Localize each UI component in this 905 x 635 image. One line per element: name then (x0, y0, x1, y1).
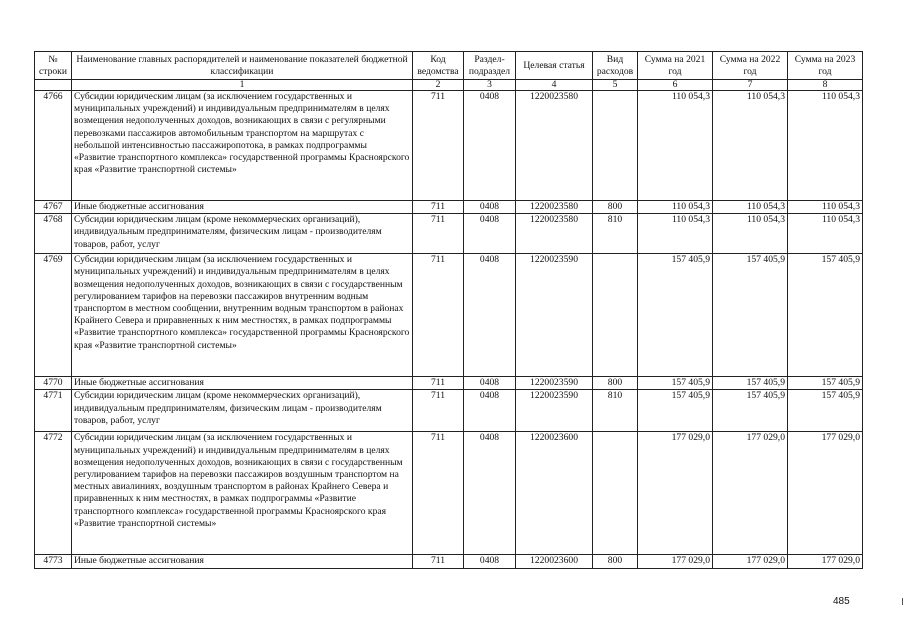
row-target: 1220023580 (516, 91, 593, 201)
header-name: Наименование главных распорядителей и наименование показателей бюджетной классификации (72, 52, 413, 80)
page-number: 485 (833, 596, 850, 607)
row-number: 4769 (35, 254, 72, 377)
row-target: 1220023600 (516, 432, 593, 555)
table-row (35, 214, 863, 254)
row-section: 0408 (464, 377, 516, 390)
row-sum-2022: 110 054,3 (713, 91, 788, 201)
row-expense-type: 800 (593, 555, 638, 568)
table-row (35, 201, 863, 214)
table-row (35, 377, 863, 390)
row-target: 1220023590 (516, 377, 593, 390)
column-number: 2 (413, 80, 464, 91)
row-sum-2022: 157 405,9 (713, 390, 788, 432)
row-number: 4766 (35, 91, 72, 201)
table-row (35, 555, 863, 568)
row-expense-type: 800 (593, 377, 638, 390)
row-sum-2023: 110 054,3 (788, 214, 863, 254)
row-dept-code: 711 (413, 390, 464, 432)
header-sum-2022: Сумма на 2022 год (713, 52, 788, 80)
column-number: 7 (713, 80, 788, 91)
column-numbers-row (35, 80, 863, 91)
row-sum-2021: 110 054,3 (638, 201, 713, 214)
row-name: Субсидии юридическим лицам (за исключением государственных и муниципальных учреждений) и индивидуальным предпринимателям в целях возмещения недополученных доходов, возникающих в связи с регулярными перевозками пассажиров автомобильным транспортом на маршрутах с небольшой интенсивностью пассажиропотока, в рамках подпрограммы «Развитие транспортного комплекса» государственной программы Красноярского края «Развитие транспортной системы» (72, 91, 413, 201)
header-sum-2023: Сумма на 2023 год (788, 52, 863, 80)
column-number (35, 80, 72, 91)
row-sum-2023: 177 029,0 (788, 432, 863, 555)
row-section: 0408 (464, 432, 516, 555)
row-name: Иные бюджетные ассигнования (72, 377, 413, 390)
header-dept-code: Код ведомства (413, 52, 464, 80)
row-number: 4770 (35, 377, 72, 390)
scan-edge-mark (902, 598, 903, 605)
table-row (35, 254, 863, 377)
table-row (35, 390, 863, 432)
header-expense-type: Вид расходов (593, 52, 638, 80)
row-sum-2023: 177 029,0 (788, 555, 863, 568)
row-number: 4767 (35, 201, 72, 214)
row-number: 4772 (35, 432, 72, 555)
row-section: 0408 (464, 555, 516, 568)
row-name: Субсидии юридическим лицам (кроме некоммерческих организаций), индивидуальным предпринимателям, физическим лицам - производителям товаров, работ, услуг (72, 214, 413, 254)
row-expense-type: 810 (593, 390, 638, 432)
row-expense-type: 810 (593, 214, 638, 254)
row-expense-type (593, 91, 638, 201)
row-sum-2022: 177 029,0 (713, 555, 788, 568)
header-sum-2021: Сумма на 2021 год (638, 52, 713, 80)
row-sum-2023: 157 405,9 (788, 390, 863, 432)
row-dept-code: 711 (413, 432, 464, 555)
row-expense-type (593, 432, 638, 555)
row-target: 1220023600 (516, 555, 593, 568)
row-target: 1220023580 (516, 201, 593, 214)
column-number: 1 (72, 80, 413, 91)
row-dept-code: 711 (413, 201, 464, 214)
row-sum-2023: 157 405,9 (788, 377, 863, 390)
row-sum-2021: 157 405,9 (638, 377, 713, 390)
row-name: Субсидии юридическим лицам (за исключением государственных и муниципальных учреждений) и индивидуальным предпринимателям в целях возмещения недополученных доходов, возникающих в связи с государственным регулированием тарифов на перевозки пассажиров воздушным транспортом на местных авиалиниях, воздушным транспортом в районах Крайнего Севера и приравненных к ним местностях, в рамках подпрограммы «Развитие транспортного комплекса» государственной программы Красноярского края «Развитие транспортной системы» (72, 432, 413, 555)
row-number: 4773 (35, 555, 72, 568)
column-number: 6 (638, 80, 713, 91)
row-sum-2022: 157 405,9 (713, 377, 788, 390)
row-sum-2021: 110 054,3 (638, 214, 713, 254)
row-number: 4768 (35, 214, 72, 254)
row-name: Иные бюджетные ассигнования (72, 201, 413, 214)
row-sum-2021: 157 405,9 (638, 254, 713, 377)
row-sum-2021: 157 405,9 (638, 390, 713, 432)
row-section: 0408 (464, 91, 516, 201)
row-sum-2021: 177 029,0 (638, 555, 713, 568)
row-target: 1220023580 (516, 214, 593, 254)
row-sum-2022: 110 054,3 (713, 201, 788, 214)
row-sum-2022: 177 029,0 (713, 432, 788, 555)
row-sum-2021: 177 029,0 (638, 432, 713, 555)
budget-table (34, 51, 863, 569)
row-sum-2023: 110 054,3 (788, 91, 863, 201)
row-sum-2023: 157 405,9 (788, 254, 863, 377)
row-sum-2022: 110 054,3 (713, 214, 788, 254)
column-number: 4 (516, 80, 593, 91)
row-name: Иные бюджетные ассигнования (72, 555, 413, 568)
row-dept-code: 711 (413, 91, 464, 201)
header-row (35, 52, 863, 80)
column-number: 5 (593, 80, 638, 91)
row-sum-2021: 110 054,3 (638, 91, 713, 201)
column-number: 8 (788, 80, 863, 91)
row-target: 1220023590 (516, 254, 593, 377)
row-number: 4771 (35, 390, 72, 432)
row-dept-code: 711 (413, 377, 464, 390)
row-section: 0408 (464, 390, 516, 432)
row-dept-code: 711 (413, 214, 464, 254)
header-target: Целевая статья (516, 52, 593, 80)
table-row (35, 91, 863, 201)
row-section: 0408 (464, 214, 516, 254)
row-dept-code: 711 (413, 254, 464, 377)
table-row (35, 432, 863, 555)
row-target: 1220023590 (516, 390, 593, 432)
row-name: Субсидии юридическим лицам (за исключением государственных и муниципальных учреждений) и индивидуальным предпринимателям в целях возмещения недополученных доходов, возникающих в связи с государственным регулированием тарифов на перевозки пассажиров внутренним водным транспортом в местном сообщении, внутренним водным транспортом в районах Крайнего Севера и приравненных к ним местностях, в рамках подпрограммы «Развитие транспортного комплекса» государственной программы Красноярского края «Развитие транспортной системы» (72, 254, 413, 377)
row-name: Субсидии юридическим лицам (кроме некоммерческих организаций), индивидуальным предпринимателям, физическим лицам - производителям товаров, работ, услуг (72, 390, 413, 432)
header-row-num: № строки (35, 52, 72, 80)
row-section: 0408 (464, 201, 516, 214)
row-section: 0408 (464, 254, 516, 377)
row-expense-type: 800 (593, 201, 638, 214)
row-expense-type (593, 254, 638, 377)
column-number: 3 (464, 80, 516, 91)
row-sum-2023: 110 054,3 (788, 201, 863, 214)
header-section: Раздел-подраздел (464, 52, 516, 80)
row-dept-code: 711 (413, 555, 464, 568)
row-sum-2022: 157 405,9 (713, 254, 788, 377)
